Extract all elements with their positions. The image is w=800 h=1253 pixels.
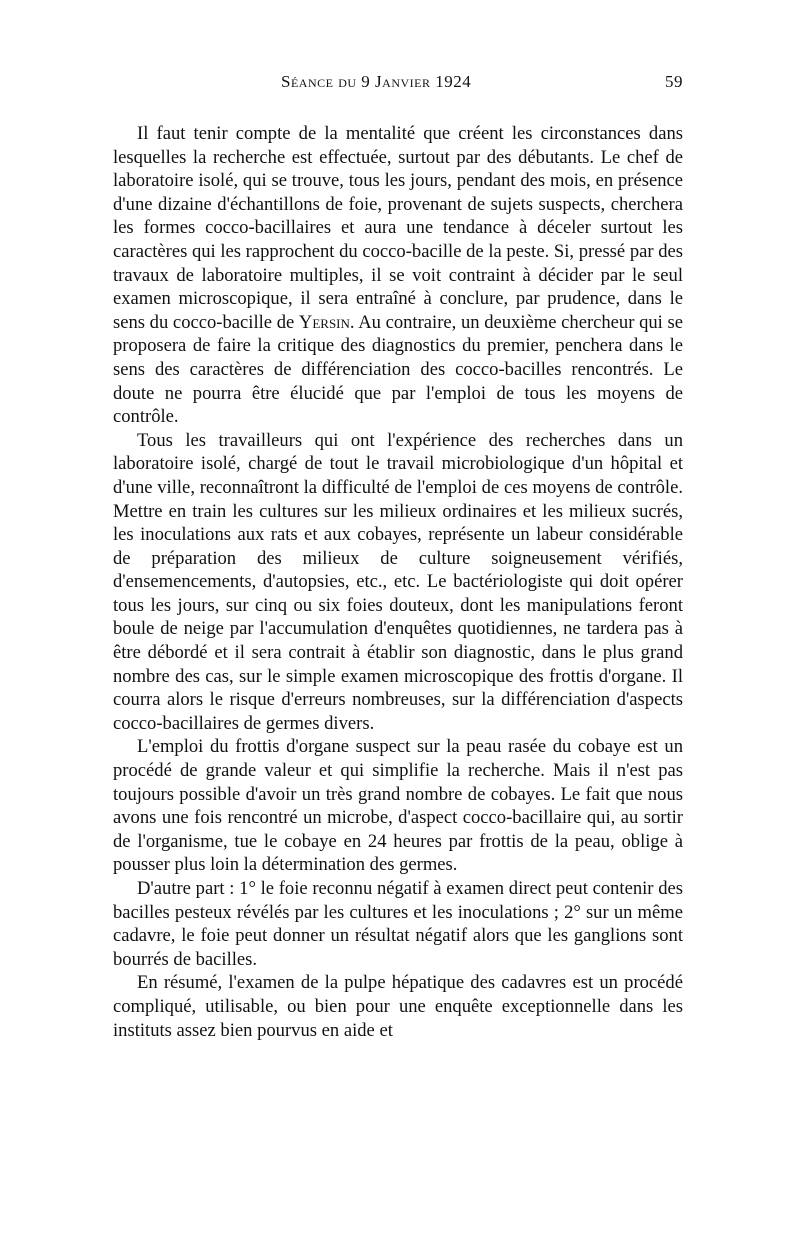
running-head-title: Séance du 9 Janvier 1924 [281,72,472,91]
paragraph-4: D'autre part : 1° le foie reconnu négatif à examen direct peut contenir des bacilles pesteux révélés par les cultures et les inoculations ; 2° sur un même cadavre, le foie peut donner un résultat négatif alors que les ganglions sont bourrés de bacilles. [113,878,683,970]
paragraph-2: Tous les travailleurs qui ont l'expérience des recherches dans un laboratoire isolé, chargé de tout le travail microbiologique d'un hôpital et d'une ville, reconnaîtront la difficulté de l'emploi de ces moyens de contrôle. Mettre en train les cultures sur les milieux ordinaires et les milieux sucrés, les inoculations aux rats et aux cobayes, représente un labeur considérable de préparation des milieux de culture soigneusement vérifiés, d'ensemencements, d'autopsies, etc., etc. Le bactériologiste qui doit opérer tous les jours, sur cinq ou six foies douteux, dont les manipulations feront boule de neige par l'accumulation d'enquêtes quotidiennes, ne tardera pas à être débordé et il sera contrait à établir son diagnostic, dans le plus grand nombre des cas, sur le simple examen microscopique des frottis d'organe. Il courra alors le risque d'erreurs nombreuses, sur la différenciation d'aspects cocco-bacillaires de germes divers. [113,429,683,734]
paragraph-3: L'emploi du frottis d'organe suspect sur la peau rasée du cobaye est un procédé de grande valeur et qui simplifie la recherche. Mais il n'est pas toujours possible d'avoir un très grand nombre de cobayes. Le fait que nous avons une fois rencontré un microbe, d'aspect cocco-bacillaire qui, au sortir de l'organisme, tue le cobaye en 24 heures par frottis de la peau, oblige à pousser plus loin la détermination des germes. [113,736,683,876]
running-head [113,72,683,102]
book-page [113,72,683,1042]
paragraph-1-text-a: Il faut tenir compte de la mentalité que créent les circonstances dans lesquelles la recherche est effectuée, surtout par des débutants. Le chef de laboratoire isolé, qui se trouve, tous les jours, pendant des mois, en présence d'une dizaine d'échantillons de foie, provenant de sujets suspects, cherchera les formes cocco-bacillaires et aura une tendance à déceler surtout les caractères qui les rapprochent du cocco-bacille de la peste. Si, pressé par des travaux de laboratoire multiples, il se voit contraint à décider par le seul examen microscopique, il sera entraîné à conclure, par prudence, dans le sens du cocco-bacille de [113,123,683,333]
paragraph-5: En résumé, l'examen de la pulpe hépatique des cadavres est un procédé compliqué, utilisable, ou bien pour une enquête exceptionnelle dans les instituts assez bien pourvus en aide et [113,972,683,1041]
body-text [113,122,683,1042]
author-name-yersin: Yersin [298,311,350,333]
paragraph-1 [113,122,683,429]
paragraph-1-text-b: . Au contraire, un deuxième chercheur qui se proposera de faire la critique des diagnostics du premier, penchera dans le sens des caractères de différenciation des cocco-bacilles rencontrés. Le doute ne pourra être élucidé que par l'emploi de tous les moyens de contrôle. [113,311,683,428]
page-number: 59 [665,72,683,91]
